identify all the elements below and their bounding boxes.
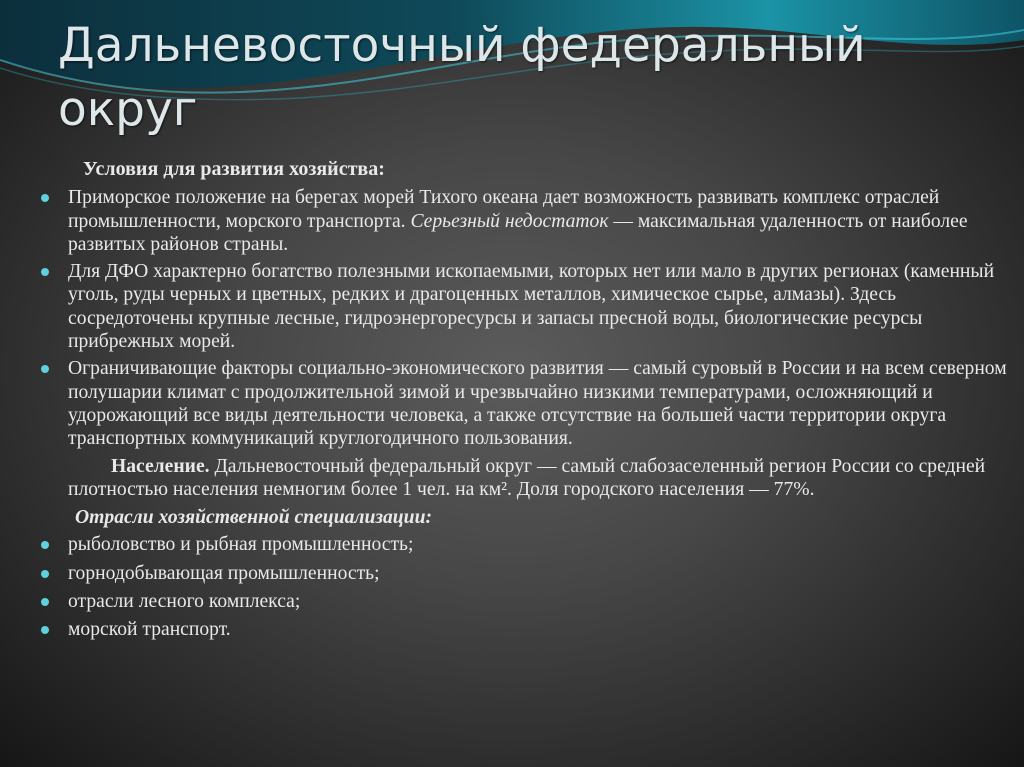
bullet-text: Ограничивающие факторы социально-экономического развития — самый суровый в России и на всем северном полушарии климат с продолжительной зимой и чрезвычайно низкими температурами, осложняющий и удорожающий все виды деятельности человека, а также отсутствие на большей части территории округа транспортных коммуникаций круглогодичного пользования.: [68, 358, 1007, 450]
bullet-dot-icon: [41, 541, 49, 549]
population-label: Население.: [111, 455, 210, 477]
population-paragraph: [40, 455, 1015, 502]
bullet-dot-icon: [41, 570, 49, 578]
list-item: [40, 618, 1015, 641]
list-item: [40, 533, 1015, 556]
list-item: [40, 590, 1015, 613]
bullet-dot-icon: [41, 598, 49, 606]
heading-conditions: Условия для развития хозяйства:: [83, 158, 385, 180]
slide-content: [40, 158, 1015, 647]
bullet-maritime: [40, 186, 1015, 256]
heading-industries: Отрасли хозяйственной специализации:: [75, 507, 433, 529]
bullet-text: — максимальная удаленность от наиболее развитых районов страны.: [68, 210, 968, 255]
bullet-dot-icon: [41, 194, 49, 202]
bullet-text: Приморское положение на берегах морей Тихого океана дает возможность развивать комплекс отраслей промышленности, морского транспорта.: [68, 187, 940, 232]
industry-text: горнодобывающая промышленность;: [68, 562, 380, 584]
list-item: [40, 562, 1015, 585]
slide-title: Дальневосточный федеральный округ: [58, 18, 866, 137]
bullet-limits: [40, 357, 1015, 450]
bullet-text: Для ДФО характерно богатство полезными ископаемыми, которых нет или мало в других регионах (каменный уголь, руды черных и цветных, редких и драгоценных металлов, химическое сырье, алмазы). Здесь сосредоточены крупные лесные, гидроэнергоресурсы и запасы пресной воды, биологические ресурсы прибрежных морей.: [68, 261, 995, 353]
bullet-resources: [40, 260, 1015, 353]
bullet-italic-text: Серьезный недостаток: [410, 210, 609, 232]
industry-text: морской транспорт.: [68, 619, 231, 641]
bullet-dot-icon: [41, 365, 49, 373]
bullet-dot-icon: [41, 268, 49, 276]
industry-text: рыболовство и рыбная промышленность;: [68, 534, 414, 556]
industry-text: отрасли лесного комплекса;: [68, 591, 301, 613]
population-text: Дальневосточный федеральный округ — самый слабозаселенный регион России со средней плотностью населения немногим более 1 чел. на км². Доля городского населения — 77%.: [68, 455, 986, 500]
bullet-dot-icon: [41, 626, 49, 634]
